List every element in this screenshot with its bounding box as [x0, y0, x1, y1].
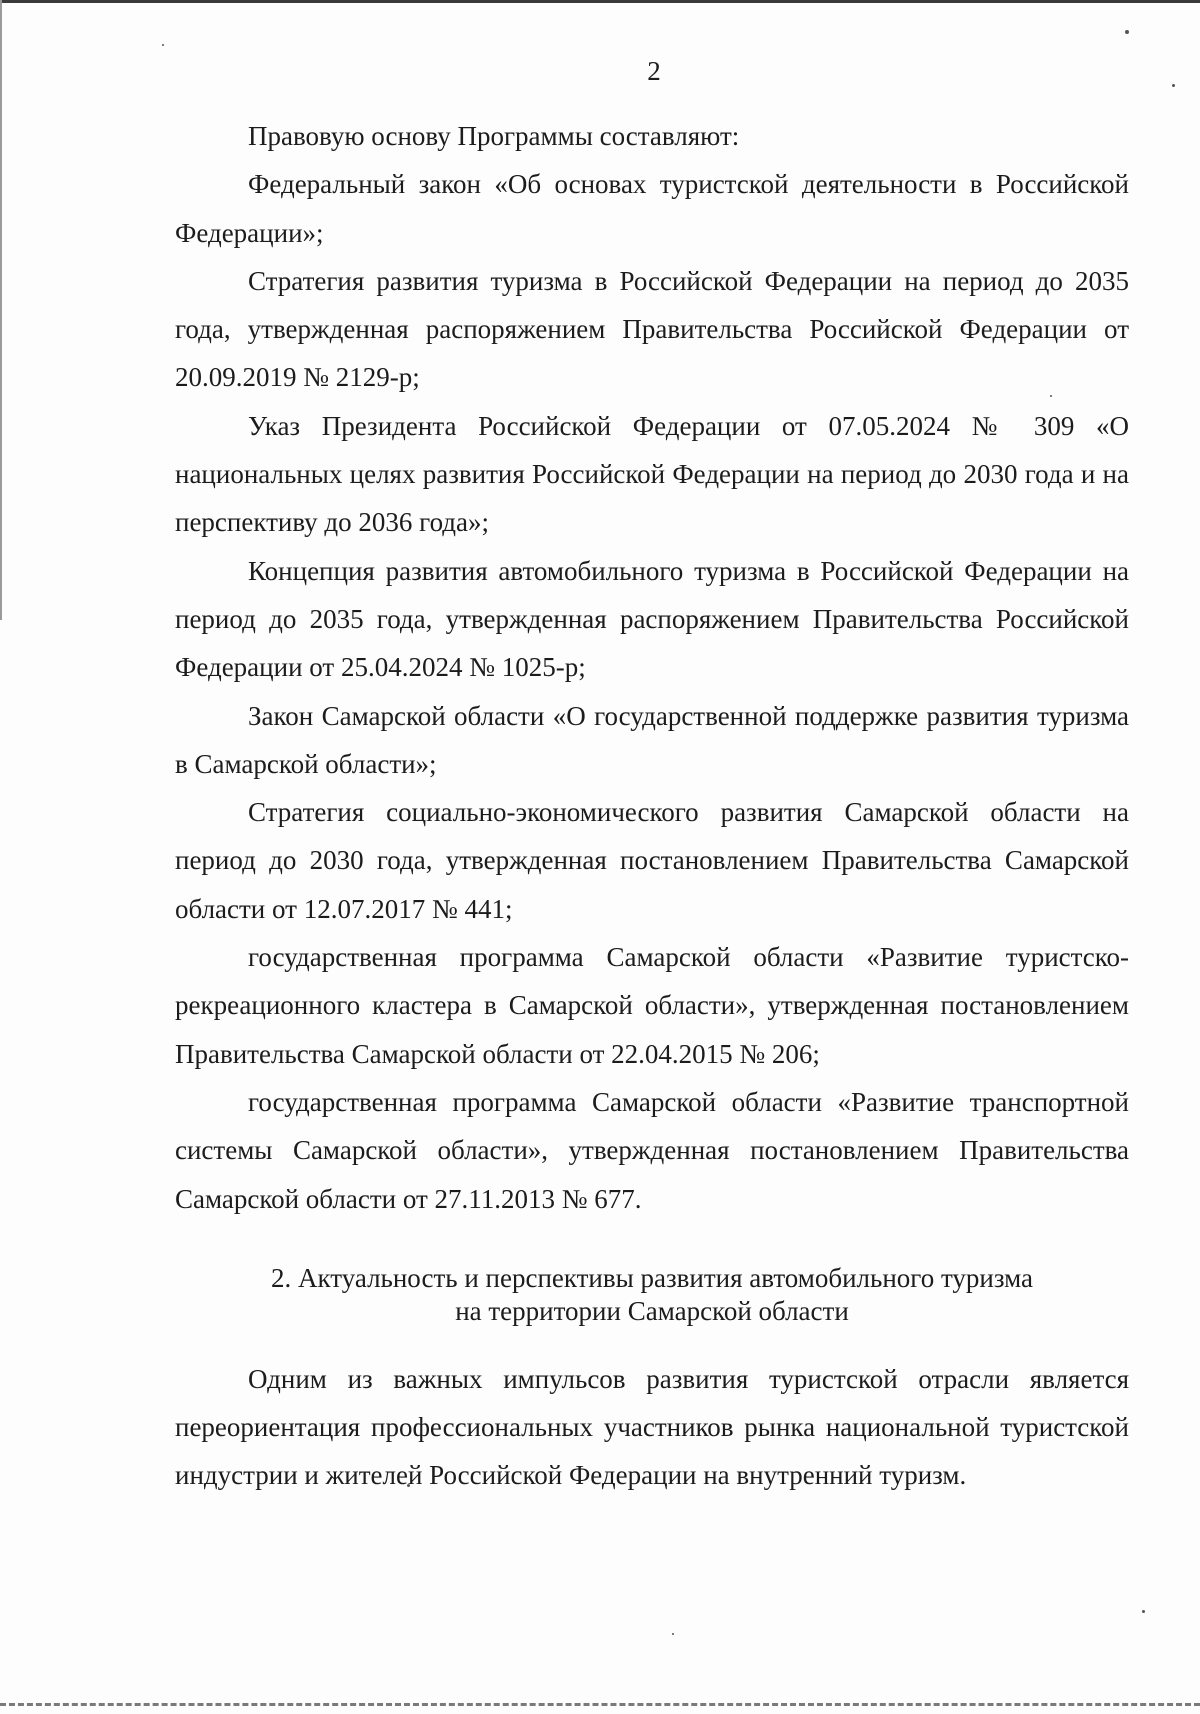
scan-edge-bottom: [0, 1703, 1200, 1706]
page-number: 2: [647, 56, 661, 86]
section-heading-line-2: на территории Самарской области: [455, 1295, 849, 1326]
paragraph-legal-basis-intro: Правовую основу Программы составляют:: [248, 121, 740, 151]
scan-speck: [1125, 30, 1129, 34]
scan-speck: [1142, 1610, 1145, 1613]
paragraph-recreation-program: государственная программа Самарской области «Развитие туристско-рекреационного кластера в Самарской области», утвержденная постановлением Правительства Самарской области от 22.04.2015 № 206;: [175, 942, 1129, 1069]
paragraph-domestic-tourism: Одним из важных импульсов развития туристской отрасли является переориентация профессиональных участников рынка национальной туристской индустрии и жителей Российской Федерации на внутренний туризм.: [175, 1363, 1129, 1491]
paragraph-transport-program: государственная программа Самарской области «Развитие транспортной системы Самарской области», утвержденная постановлением Правительства Самарской области от 27.11.2013 № 677.: [175, 1086, 1129, 1214]
scan-speck: [162, 44, 164, 46]
paragraph-presidential-decree: Указ Президента Российской Федерации от 07.05.2024 № 309 «О национальных целях развития Российской Федерации на период до 2030 года и на перспективу до 2036 года»;: [175, 410, 1129, 538]
section-heading-line-1: 2. Актуальность и перспективы развития автомобильного туризма: [271, 1262, 1033, 1293]
scan-edge-left: [0, 0, 2, 620]
paragraph-federal-law: Федеральный закон «Об основах туристской деятельности в Российской Федерации»;: [175, 169, 1129, 248]
paragraph-auto-tourism-concept: Концепция развития автомобильного туризма в Российской Федерации на период до 2035 года, утвержденная распоряжением Правительства Российской Федерации от 25.04.2024 № 1025-р;: [175, 555, 1129, 683]
scan-speck: [672, 1633, 674, 1635]
section-heading: [175, 1262, 1129, 1328]
document-body: [175, 112, 1129, 1500]
scan-edge-top: [0, 0, 1200, 3]
paragraph-tourism-strategy: Стратегия развития туризма в Российской Федерации на период до 2035 года, утвержденная распоряжением Правительства Российской Федерации от 20.09.2019 № 2129-р;: [175, 265, 1129, 393]
paragraph-socioeconomic-strategy: Стратегия социально-экономического развития Самарской области на период до 2030 года, утвержденная постановлением Правительства Самарской области от 12.07.2017 № 441;: [175, 797, 1129, 924]
paragraph-samara-law: Закон Самарской области «О государственной поддержке развития туризма в Самарской области»;: [175, 700, 1129, 779]
